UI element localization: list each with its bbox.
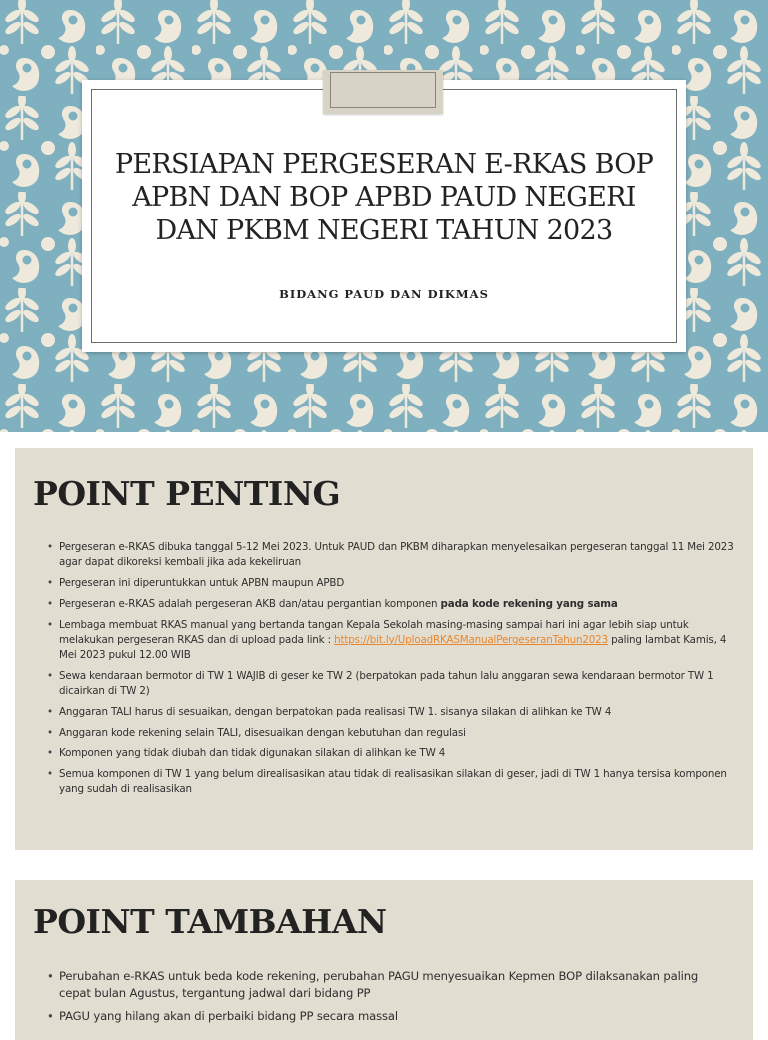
list-item: • Sewa kendaraan bermotor di TW 1 WAJIB di geser ke TW 2 (berpatokan pada tahun lalu anggaran sewa kendaraan bermotor TW 1 dicairkan di TW 2) (47, 669, 714, 697)
slide-heading: POINT TAMBAHAN (33, 902, 387, 941)
title-slide (0, 0, 768, 432)
slide-heading: POINT PENTING (33, 474, 341, 513)
bullet-icon: • (47, 747, 53, 760)
point-tambahan-slide (15, 880, 753, 1040)
list-item: • Komponen yang tidak diubah dan tidak digunakan silakan di alihkan ke TW 4 (47, 746, 735, 761)
list-item: • Pergeseran ini diperuntukkan untuk APBN maupun APBD (47, 576, 735, 591)
bullet-icon: • (47, 577, 53, 589)
title-line: DAN PKBM NEGERI TAHUN 2023 (155, 215, 613, 246)
point-penting-list (47, 540, 735, 803)
list-item: • PAGU yang hilang akan di perbaiki bidang PP secara massal (47, 1009, 398, 1023)
point-tambahan-list (47, 968, 727, 1032)
bullet-icon: • (47, 541, 53, 553)
upload-rkas-link[interactable]: https://bit.ly/UploadRKASManualPergeseranTahun2023 (334, 633, 608, 646)
title-tab-decoration (323, 70, 443, 114)
title-card (82, 80, 686, 352)
bullet-icon: • (47, 669, 53, 682)
point-penting-slide (15, 448, 753, 850)
list-item: • Perubahan e-RKAS untuk beda kode rekening, perubahan PAGU menyesuaikan Kepmen BOP dilaksanakan paling cepat bulan Agustus, tergantung jadwal dari bidang PP (47, 969, 699, 1000)
bullet-icon: • (47, 705, 53, 718)
list-item: • Anggaran kode rekening selain TALI, disesuaikan dengan kebutuhan dan regulasi (47, 726, 735, 741)
list-item: • Anggaran TALI harus di sesuaikan, dengan berpatokan pada realisasi TW 1. sisanya silakan di alihkan ke TW 4 (47, 705, 735, 720)
presentation-subtitle: BIDANG PAUD DAN DIKMAS (279, 287, 489, 301)
list-item: • Pergeseran e-RKAS adalah pergeseran AKB dan/atau pergantian komponen pada kode rekening yang sama (47, 597, 735, 612)
bullet-icon: • (47, 597, 53, 610)
list-item: • Semua komponen di TW 1 yang belum direalisasikan atau tidak di realisasikan silakan di geser, jadi di TW 1 hanya tersisa komponen yang sudah di realisasikan (47, 768, 727, 796)
list-item: • Pergeseran e-RKAS dibuka tanggal 5-12 Mei 2023. Untuk PAUD dan PKBM diharapkan menyelesaikan pergeseran tanggal 11 Mei 2023 agar dapat dikoreksi kembali jika ada kekeliruan (47, 541, 734, 569)
bold-emphasis: pada kode rekening yang sama (440, 597, 618, 610)
bullet-icon: • (47, 1009, 54, 1023)
title-line: APBN DAN BOP APBD PAUD NEGERI (132, 182, 636, 213)
list-item: • Lembaga membuat RKAS manual yang bertanda tangan Kepala Sekolah masing-masing sampai hari ini agar lebih siap untuk melakukan pergeseran RKAS dan di upload pada link : https://bit.ly/UploadRKASManualPergeseranTahun2023 paling lambat Kamis, 4 Mei 2023 pukul 12.00 WIB (47, 618, 727, 661)
bullet-icon: • (47, 969, 54, 983)
bullet-icon: • (47, 726, 53, 739)
bullet-icon: • (47, 618, 53, 631)
presentation-title (82, 148, 686, 247)
title-line: PERSIAPAN PERGESERAN E-RKAS BOP (114, 149, 654, 180)
bullet-icon: • (47, 768, 53, 781)
